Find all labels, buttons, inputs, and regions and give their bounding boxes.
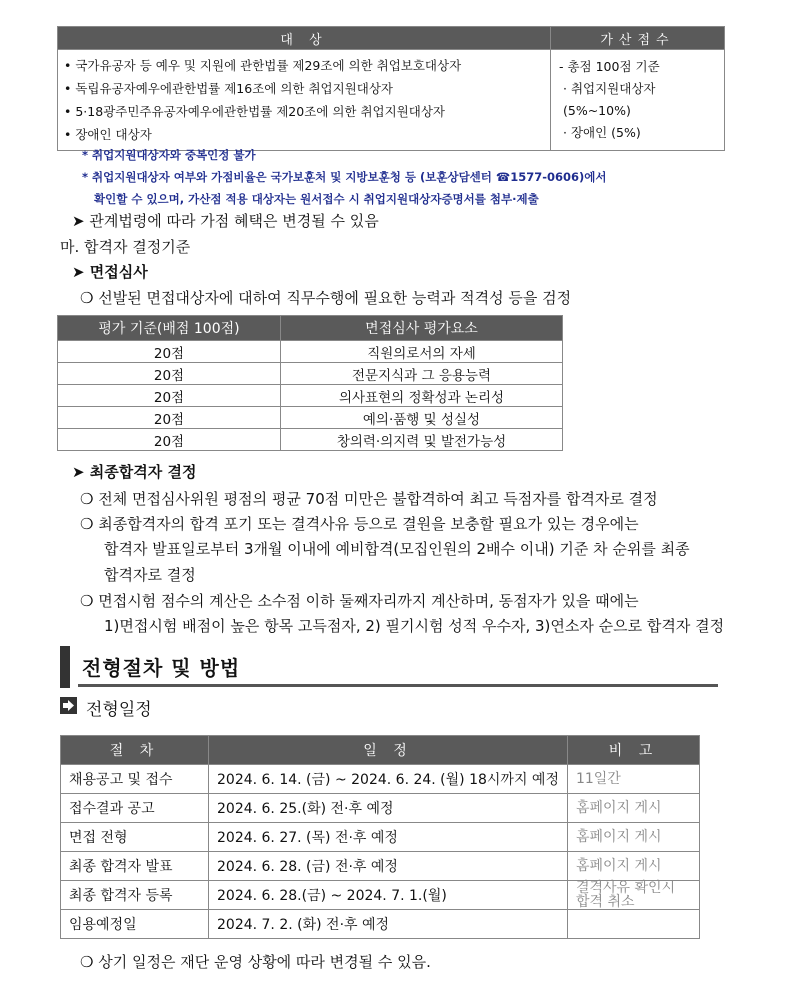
interview-heading: ➤ 면접심사	[72, 263, 148, 281]
section-underline	[78, 684, 718, 687]
table-row	[58, 363, 563, 385]
table-row	[58, 407, 563, 429]
table-row	[61, 881, 700, 910]
step-cell: 임용예정일	[61, 910, 209, 939]
score-cell: 20점	[58, 341, 281, 363]
note-duplicate: * 취업지원대상자와 중복인정 불가	[82, 148, 256, 162]
interview-criteria-table	[57, 315, 563, 451]
bonus-points-cell	[551, 50, 725, 151]
step-cell: 채용공고 및 접수	[61, 765, 209, 794]
step-cell: 면접 전형	[61, 823, 209, 852]
bonus-targets-cell	[58, 50, 551, 151]
interview-header-item: 면접심사 평가요소	[281, 316, 563, 341]
bonus-target: • 국가유공자 등 예우 및 지원에 관한법률 제29조에 의한 취업보호대상자	[64, 54, 544, 77]
date-cell: 2024. 6. 28. (금) 전·후 예정	[209, 852, 568, 881]
step-cell: 최종 합격자 등록	[61, 881, 209, 910]
table-row	[58, 429, 563, 451]
bonus-point: - 총점 100점 기준	[559, 59, 660, 74]
score-cell: 20점	[58, 429, 281, 451]
item-cell: 의사표현의 정확성과 논리성	[281, 385, 563, 407]
bonus-point: · 장애인 (5%)	[563, 125, 641, 140]
note-veterans: * 취업지원대상자 여부와 가점비율은 국가보훈처 및 지방보훈청 등 (보훈상담센터 ☎1577-0606)에서	[82, 170, 607, 184]
score-cell: 20점	[58, 385, 281, 407]
item-cell: 예의·품행 및 성실성	[281, 407, 563, 429]
schedule-table	[60, 735, 700, 939]
table-row	[61, 765, 700, 794]
date-cell: 2024. 6. 28.(금) ~ 2024. 7. 1.(월)	[209, 881, 568, 910]
date-cell: 2024. 6. 25.(화) 전·후 예정	[209, 794, 568, 823]
bonus-target: • 5·18광주민주유공자예우에관한법률 제20조에 의한 취업지원대상자	[64, 100, 544, 123]
interview-header-score: 평가 기준(배점 100점)	[58, 316, 281, 341]
item-cell: 창의력·의지력 및 발전가능성	[281, 429, 563, 451]
date-cell: 2024. 6. 14. (금) ~ 2024. 6. 24. (월) 18시까지 예정	[209, 765, 568, 794]
section-title: 전형절차 및 방법	[82, 656, 241, 680]
table-row	[61, 852, 700, 881]
final-line: 합격자로 결정	[104, 566, 196, 584]
bonus-points-table	[57, 26, 725, 151]
bonus-target: • 장애인 대상자	[64, 123, 544, 146]
bonus-header-target: 대 상	[58, 27, 551, 50]
remark-cell	[567, 910, 699, 939]
remark-cell: 11일간	[567, 765, 699, 794]
final-line: 합격자 발표일로부터 3개월 이내에 예비합격(모집인원의 2배수 이내) 기준 차 순위를 최종	[104, 540, 690, 558]
table-row	[61, 823, 700, 852]
arrow-box-icon	[60, 697, 77, 714]
bonus-point: · 취업지원대상자(5%~10%)	[563, 81, 656, 118]
schedule-footnote: ❍ 상기 일정은 재단 운영 상황에 따라 변경될 수 있음.	[80, 953, 431, 971]
remark-cell: 홈페이지 게시	[567, 852, 699, 881]
step-cell: 최종 합격자 발표	[61, 852, 209, 881]
schedule-subtitle: 전형일정	[86, 700, 152, 720]
final-line: 1)면접시험 배점이 높은 항목 고득점자, 2) 필기시험 성적 우수자, 3)연소자 순으로 합격자 결정	[104, 617, 725, 635]
final-line: ❍ 최종합격자의 합격 포기 또는 결격사유 등으로 결원을 보충할 필요가 있는 경우에는	[80, 515, 639, 533]
final-line: ❍ 전체 면접심사위원 평점의 평균 70점 미만은 불합격하여 최고 득점자를 합격자로 결정	[80, 490, 658, 508]
score-cell: 20점	[58, 363, 281, 385]
score-cell: 20점	[58, 407, 281, 429]
final-line: ❍ 면접시험 점수의 계산은 소수점 이하 둘째자리까지 계산하며, 동점자가 있을 때에는	[80, 592, 639, 610]
table-row	[58, 341, 563, 363]
item-cell: 전문지식과 그 응용능력	[281, 363, 563, 385]
law-note: ➤ 관계법령에 따라 가점 혜택은 변경될 수 있음	[72, 212, 379, 230]
date-cell: 2024. 6. 27. (목) 전·후 예정	[209, 823, 568, 852]
remark-cell: 홈페이지 게시	[567, 794, 699, 823]
final-heading: ➤ 최종합격자 결정	[72, 463, 197, 481]
table-row	[61, 794, 700, 823]
section-bar	[60, 646, 70, 688]
table-row	[58, 385, 563, 407]
item-cell: 직원의로서의 자세	[281, 341, 563, 363]
interview-description: ❍ 선발된 면접대상자에 대하여 직무수행에 필요한 능력과 적격성 등을 검정	[80, 289, 572, 307]
note-certificate: 확인할 수 있으며, 가산점 적용 대상자는 원서접수 시 취업지원대상자증명서를 첨부·제출	[94, 192, 539, 206]
remark-cell: 결격사유 확인시 합격 취소	[567, 881, 699, 910]
table-row	[61, 910, 700, 939]
bonus-header-points: 가산점수	[551, 27, 725, 50]
date-cell: 2024. 7. 2. (화) 전·후 예정	[209, 910, 568, 939]
schedule-header-remark: 비 고	[567, 736, 699, 765]
schedule-header-date: 일 정	[209, 736, 568, 765]
schedule-header-step: 절 차	[61, 736, 209, 765]
remark-cell: 홈페이지 게시	[567, 823, 699, 852]
bonus-target: • 독립유공자예우에관한법률 제16조에 의한 취업지원대상자	[64, 77, 544, 100]
section-ma-heading: 마. 합격자 결정기준	[60, 238, 191, 256]
step-cell: 접수결과 공고	[61, 794, 209, 823]
